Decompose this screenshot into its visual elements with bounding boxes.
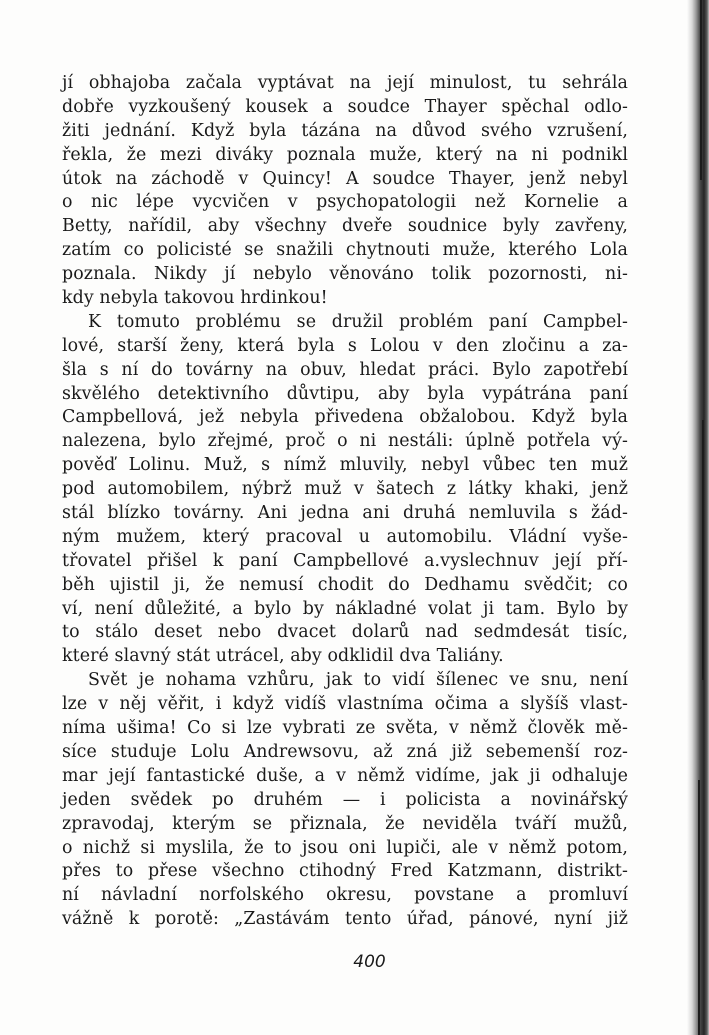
text-line: Campbellová, jež nebyla přivedena obžalobou. Když byla bbox=[62, 407, 628, 428]
body-text bbox=[62, 72, 628, 932]
binding-streak bbox=[702, 420, 704, 680]
text-line: níma ušima! Co si lze vybrati ze světa, v němž člověk mě- bbox=[62, 718, 628, 739]
text-line: šla s ní do továrny na obuv, hledat práci. Bylo zapotřebí bbox=[62, 359, 628, 380]
text-line: které slavný stát utrácel, aby odklidil dva Taliány. bbox=[62, 646, 504, 667]
text-line: lze v něj věřit, i když vidíš vlastníma očima a slyšíš vlast- bbox=[62, 694, 628, 715]
text-line: o nichž si myslila, že to jsou oni lupiči, ale v němž potom, bbox=[62, 837, 628, 858]
text-line: mar její fantastické duše, a v němž vidíme, jak ji odhaluje bbox=[62, 765, 628, 786]
text-line: ní návladní norfolského okresu, povstane a promluví bbox=[62, 885, 628, 906]
text-line: jeden svědek po druhém — i policista a novinářský bbox=[62, 789, 628, 810]
text-line: K tomuto problému se družil problém paní Campbel- bbox=[88, 311, 628, 332]
page-number: 400 bbox=[353, 952, 386, 972]
text-line: zatím co policisté se snažili chytnouti muže, kterého Lola bbox=[62, 240, 628, 261]
text-line: řekla, že mezi diváky poznala muže, který na ni podnikl bbox=[62, 144, 628, 165]
text-line: stál blízko továrny. Ani jedna ani druhá nemluvila s žád- bbox=[62, 503, 628, 524]
text-line: to stálo deset nebo dvacet dolarů nad sedmdesát tisíc, bbox=[62, 622, 628, 643]
text-line: skvělého detektivního důvtipu, aby byla vypátrána paní bbox=[62, 383, 628, 404]
text-line: přes to přese všechno ctihodný Fred Katzmann, distrikt- bbox=[62, 861, 628, 882]
binding-streak bbox=[698, 780, 700, 1035]
text-line: kdy nebyla takovou hrdinkou! bbox=[62, 288, 328, 309]
text-line: Svět je nohama vzhůru, jak to vidí šílenec ve snu, není bbox=[88, 670, 628, 691]
text-line: dobře vyzkoušený kousek a soudce Thayer spěchal odlo- bbox=[62, 96, 628, 117]
text-line: ví, není důležité, a bylo by nákladné volat ji tam. Bylo by bbox=[62, 598, 628, 619]
text-line: o nic lépe vycvičen v psychopatologii než Kornelie a bbox=[62, 192, 628, 213]
text-line: zpravodaj, kterým se přiznala, že neviděla tváří mužů, bbox=[62, 813, 628, 834]
text-line: pověď Lolinu. Muž, s nímž mluvily, nebyl vůbec ten muž bbox=[62, 455, 628, 476]
text-line: třovatel přišel k paní Campbellové a.vyslechnuv její pří- bbox=[62, 550, 628, 571]
text-line: ným mužem, který pracoval u automobilu. Vládní vyše- bbox=[62, 526, 628, 547]
text-line: síce studuje Lolu Andrewsovu, až zná již sebemenší roz- bbox=[62, 741, 628, 762]
text-line: jí obhajoba začala vyptávat na její minulost, tu sehrála bbox=[62, 73, 628, 93]
text-line: Betty, nařídil, aby všechny dveře soudnice byly zavřeny, bbox=[62, 216, 628, 237]
text-line: poznala. Nikdy jí nebylo věnováno tolik pozornosti, ni- bbox=[62, 264, 628, 285]
text-line: pod automobilem, nýbrž muž v šatech z látky khaki, jenž bbox=[62, 479, 628, 500]
text-line: lové, starší ženy, která byla s Lolou v den zločinu a za- bbox=[62, 335, 628, 356]
text-line: žiti jednání. Když byla tázána na důvod svého vzrušení, bbox=[62, 120, 628, 141]
text-line: vážně k porotě: „Zastávám tento úřad, pánové, nyní již bbox=[62, 909, 628, 930]
binding-edge bbox=[687, 0, 709, 1035]
binding-streak bbox=[700, 0, 702, 180]
text-line: útok na záchodě v Quincy! A soudce Thayer, jenž nebyl bbox=[62, 168, 628, 189]
text-line: běh ujistil ji, že nemusí chodit do Dedhamu svědčit; co bbox=[62, 574, 628, 595]
text-line: nalezena, bylo zřejmé, proč o ni nestáli: úplně potřela vý- bbox=[62, 431, 628, 452]
